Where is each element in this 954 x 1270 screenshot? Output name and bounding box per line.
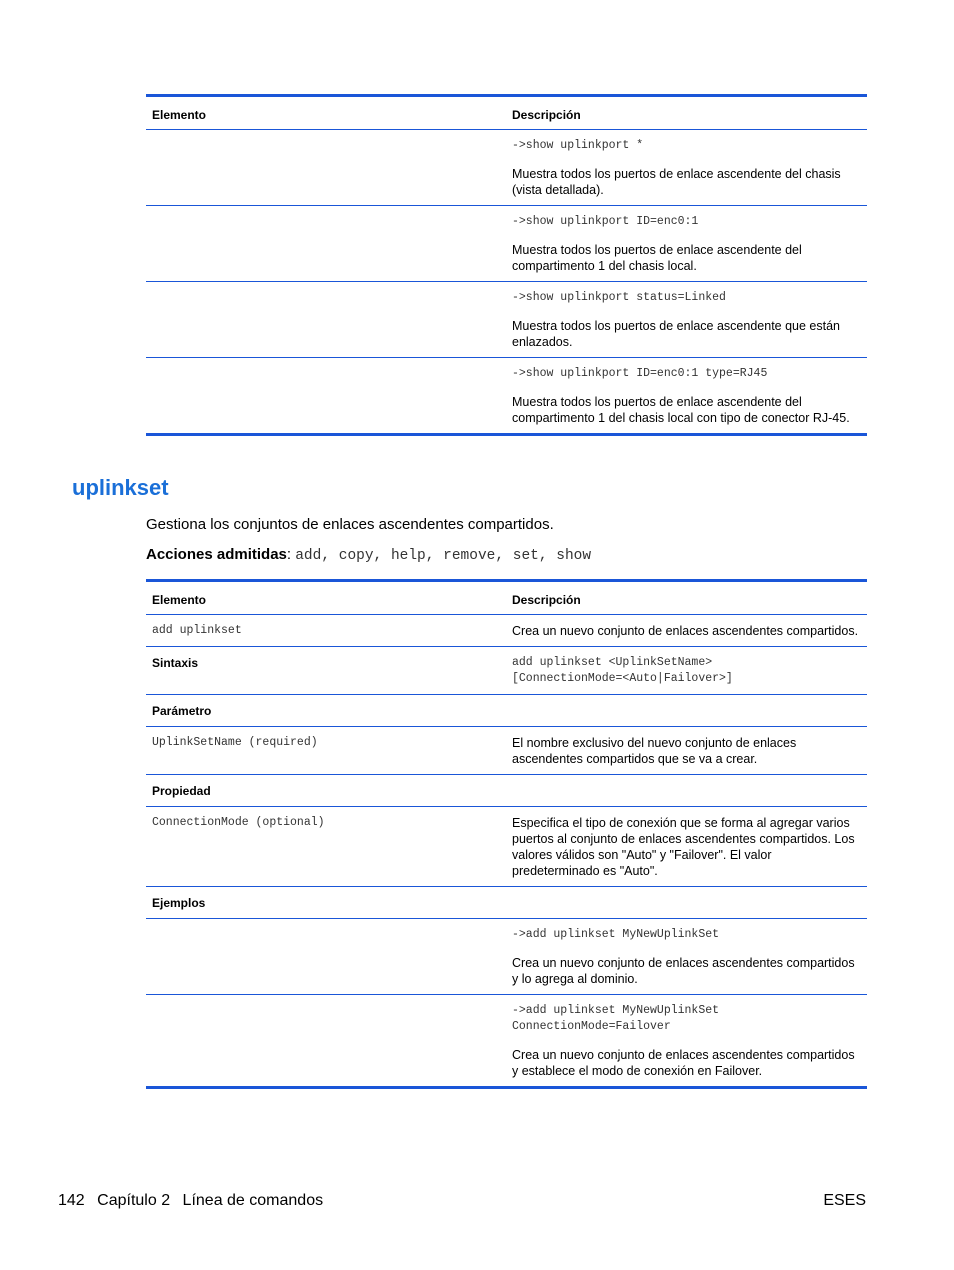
- syntax-label: Sintaxis: [146, 647, 506, 695]
- syntax-cell: [506, 647, 867, 695]
- command-example: ->show uplinkport ID=enc0:1 type=RJ45: [512, 367, 768, 380]
- actions-label: Acciones admitidas: [146, 546, 287, 563]
- table-header-row: [146, 96, 867, 130]
- element-cell: [146, 206, 506, 282]
- table-row: [146, 206, 867, 282]
- empty-cell: [506, 695, 867, 727]
- table-header-row: [146, 581, 867, 615]
- command-description: Crea un nuevo conjunto de enlaces ascendentes compartidos y lo agrega al dominio.: [512, 956, 855, 986]
- element-cell: [146, 130, 506, 206]
- section-intro: Gestiona los conjuntos de enlaces ascendentes compartidos.: [146, 516, 554, 533]
- table-row: [146, 919, 867, 995]
- page-footer-left: [58, 1192, 331, 1210]
- chapter-label: Capítulo 2: [97, 1192, 171, 1209]
- example-cell: [506, 919, 867, 995]
- chapter-title: Línea de comandos: [182, 1192, 324, 1209]
- table-row: [146, 775, 867, 807]
- parameter-label: Parámetro: [146, 695, 506, 727]
- actions-separator: :: [286, 546, 296, 563]
- table-row: [146, 695, 867, 727]
- command-example: ->show uplinkport *: [512, 139, 644, 152]
- syntax-line: add uplinkset <UplinkSetName>: [512, 656, 713, 669]
- table-row: [146, 995, 867, 1088]
- uplinkset-add-table: [146, 579, 867, 1089]
- section-title: uplinkset: [72, 475, 169, 500]
- element-cell: add uplinkset: [146, 615, 506, 647]
- page-number: 142: [58, 1192, 85, 1209]
- description-cell: Crea un nuevo conjunto de enlaces ascendentes compartidos.: [506, 615, 867, 647]
- command-example: ->show uplinkport status=Linked: [512, 291, 726, 304]
- command-example: ->add uplinkset MyNewUplinkSet: [512, 1004, 720, 1017]
- command-description: Muestra todos los puertos de enlace ascendente del compartimento 1 del chasis local con tipo de conector RJ-45.: [512, 395, 850, 425]
- command-example: ->show uplinkport ID=enc0:1: [512, 215, 699, 228]
- supported-actions: [146, 546, 591, 564]
- command-description: Muestra todos los puertos de enlace ascendente del chasis (vista detallada).: [512, 167, 841, 197]
- table-row: [146, 615, 867, 647]
- command-description: Crea un nuevo conjunto de enlaces ascendentes compartidos y establece el modo de conexión en Failover.: [512, 1048, 855, 1078]
- table-row: [146, 727, 867, 775]
- table-row: [146, 130, 867, 206]
- table-row: [146, 282, 867, 358]
- parameter-description: El nombre exclusivo del nuevo conjunto de enlaces ascendentes compartidos que se va a crear.: [506, 727, 867, 775]
- example-cell: [506, 995, 867, 1088]
- description-cell: [506, 206, 867, 282]
- element-cell: [146, 995, 506, 1088]
- table-row: [146, 807, 867, 887]
- syntax-line: [ConnectionMode=<Auto|Failover>]: [512, 672, 733, 685]
- description-cell: [506, 358, 867, 435]
- empty-cell: [506, 887, 867, 919]
- element-cell: [146, 919, 506, 995]
- property-description: Especifica el tipo de conexión que se forma al agregar varios puertos al conjunto de enlaces ascendentes compartidos. Los valores válidos son "Auto" y "Failover". El valor predeterminado es "Auto".: [506, 807, 867, 887]
- examples-label: Ejemplos: [146, 887, 506, 919]
- command-description: Muestra todos los puertos de enlace ascendente del compartimento 1 del chasis local.: [512, 243, 802, 273]
- property-name: ConnectionMode (optional): [146, 807, 506, 887]
- property-label: Propiedad: [146, 775, 506, 807]
- column-header-element: Elemento: [146, 96, 506, 130]
- actions-values: add, copy, help, remove, set, show: [295, 548, 592, 564]
- table-row: [146, 647, 867, 695]
- empty-cell: [506, 775, 867, 807]
- column-header-description: Descripción: [506, 96, 867, 130]
- command-description: Muestra todos los puertos de enlace ascendente que están enlazados.: [512, 319, 840, 349]
- examples-table-show-uplinkport: [146, 94, 867, 436]
- parameter-name: UplinkSetName (required): [146, 727, 506, 775]
- description-cell: [506, 130, 867, 206]
- table-row: [146, 887, 867, 919]
- column-header-description: Descripción: [506, 581, 867, 615]
- element-cell: [146, 282, 506, 358]
- table-row: [146, 358, 867, 435]
- command-example: ConnectionMode=Failover: [512, 1020, 671, 1033]
- description-cell: [506, 282, 867, 358]
- command-example: ->add uplinkset MyNewUplinkSet: [512, 928, 720, 941]
- locale-label: ESES: [823, 1192, 866, 1209]
- element-cell: [146, 358, 506, 435]
- column-header-element: Elemento: [146, 581, 506, 615]
